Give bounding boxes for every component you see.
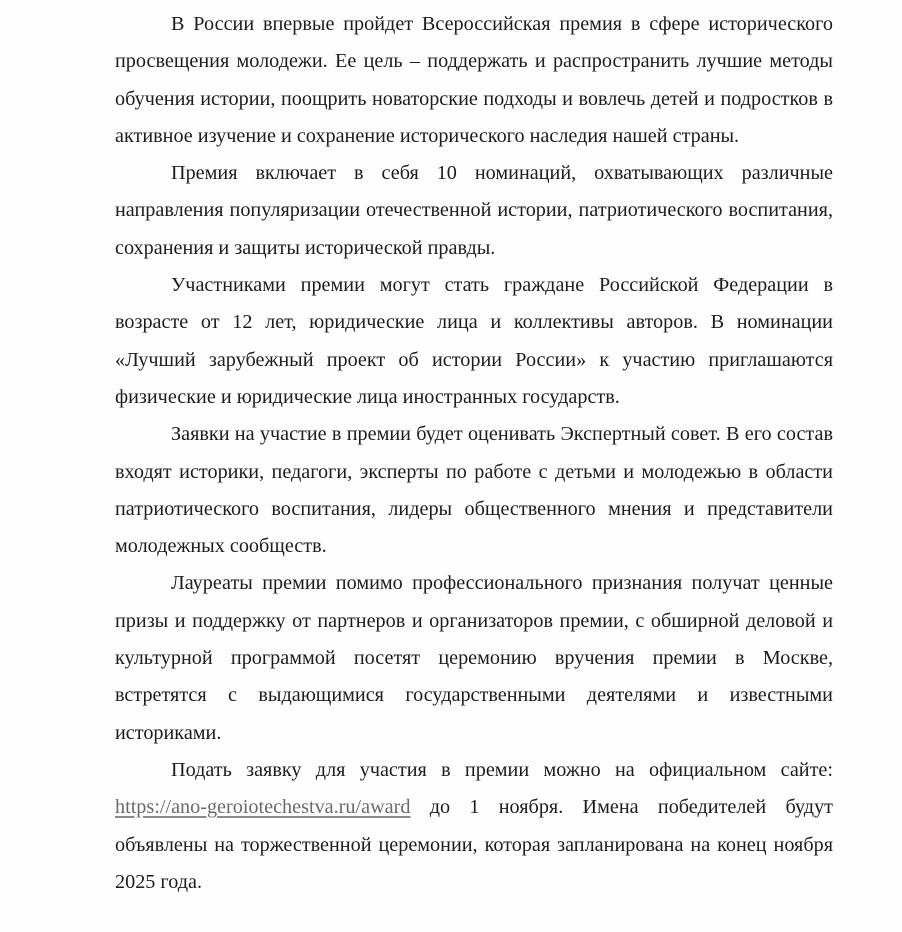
document-body [115, 6, 833, 901]
paragraph-participants: Участниками премии могут стать граждане Российской Федерации в возрасте от 12 лет, юридические лица и коллективы авторов. В номинации «Лучший зарубежный проект об истории России» к участию приглашаются физические и юридические лица иностранных государств. [115, 274, 833, 408]
application-lead-text: Подать заявку для участия в премии можно на официальном сайте: [171, 758, 833, 781]
paragraph-expert-council: Заявки на участие в премии будет оценивать Экспертный совет. В его состав входят историки, педагоги, эксперты по работе с детьми и молодежью в области патриотического воспитания, лидеры общественного мнения и представители молодежных сообществ. [115, 423, 833, 558]
paragraph-intro: В России впервые пройдет Всероссийская премия в сфере исторического просвещения молодежи. Ее цель – поддержать и распространить лучшие методы обучения истории, поощрить новаторские подходы и вовлечь детей и подростков в активное изучение и сохранение исторического наследия нашей страны. [115, 13, 833, 147]
application-tail-text: до 1 ноября. Имена победителей будут объявлены на торжественной церемонии, которая запланирована на конец ноября 2025 года. [115, 796, 833, 893]
paragraph-application [115, 752, 833, 901]
award-website-link[interactable]: https://ano-geroiotechestva.ru/award [115, 796, 411, 819]
paragraph-laureates: Лауреаты премии помимо профессионального признания получат ценные призы и поддержку от партнеров и организаторов премии, с обширной деловой и культурной программой посетят церемонию вручения премии в Москве, встретятся с выдающимися государственными деятелями и известными историками. [115, 572, 833, 744]
paragraph-nominations: Премия включает в себя 10 номинаций, охватывающих различные направления популяризации отечественной истории, патриотического воспитания, сохранения и защиты исторической правды. [115, 162, 833, 259]
